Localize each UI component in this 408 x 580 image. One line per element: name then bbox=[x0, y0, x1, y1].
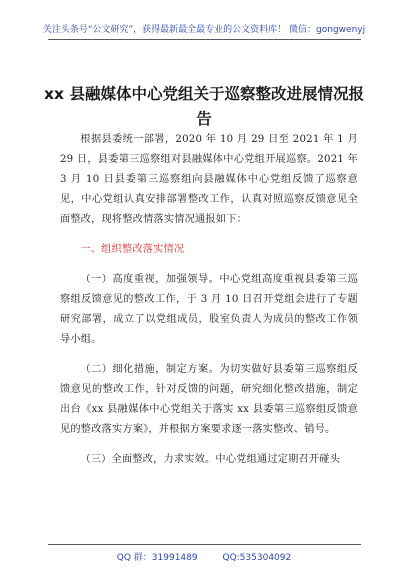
document-title: xx 县融媒体中心党组关于巡察整改进展情况报告 bbox=[44, 85, 364, 128]
footer bbox=[0, 550, 408, 563]
document-body bbox=[60, 130, 358, 480]
body-paragraph: （三）全面整改，力求实效。中心党组通过定期召开碰头 bbox=[80, 454, 341, 465]
footer-qq-group[interactable]: QQ 群：31991489 bbox=[116, 553, 198, 563]
body-paragraph: （一）高度重视，加强领导。中心党组高度重视县委第三巡察组反馈意见的整改工作，于 3 月 10 日召开党组会进行了专题研究部署，成立了以党组成员，股室负责人为成员的整改工作领导小组。 bbox=[60, 274, 358, 345]
body-paragraph: （二）细化措施，制定方案。为切实做好县委第三巡察组反馈意见的整改工作，针对反馈的问题，研究细化整改措施，制定出台《xx 县融媒体中心党组关于落实 xx 县委第三巡察组反馈意见的整改落实方案》，并根据方案要求逐一落实整改、销号。 bbox=[60, 364, 358, 435]
section-heading: 一、组织整改落实情况 bbox=[80, 244, 185, 255]
footer-qq-contact[interactable]: QQ:535304092 bbox=[222, 553, 292, 563]
header-divider bbox=[48, 39, 361, 40]
intro-paragraph: 根据县委统一部署，2020 年 10 月 29 日至 2021 年 1 月 29 日，县委第三巡察组对县融媒体中心党组开展巡察。2021 年 3 月 10 日县委第三巡察组向县融媒体中心党组反馈了巡察意见，中心党组认真安排部署整改工作，认真对照巡察反馈意见全面整改，现将整改情落实情况通报如下： bbox=[60, 134, 358, 225]
footer-divider bbox=[48, 544, 361, 545]
header-banner[interactable]: 关注头条号“公文研究”，获得最新最全最专业的公文资料库！ 微信：gongwenyj bbox=[42, 25, 366, 35]
